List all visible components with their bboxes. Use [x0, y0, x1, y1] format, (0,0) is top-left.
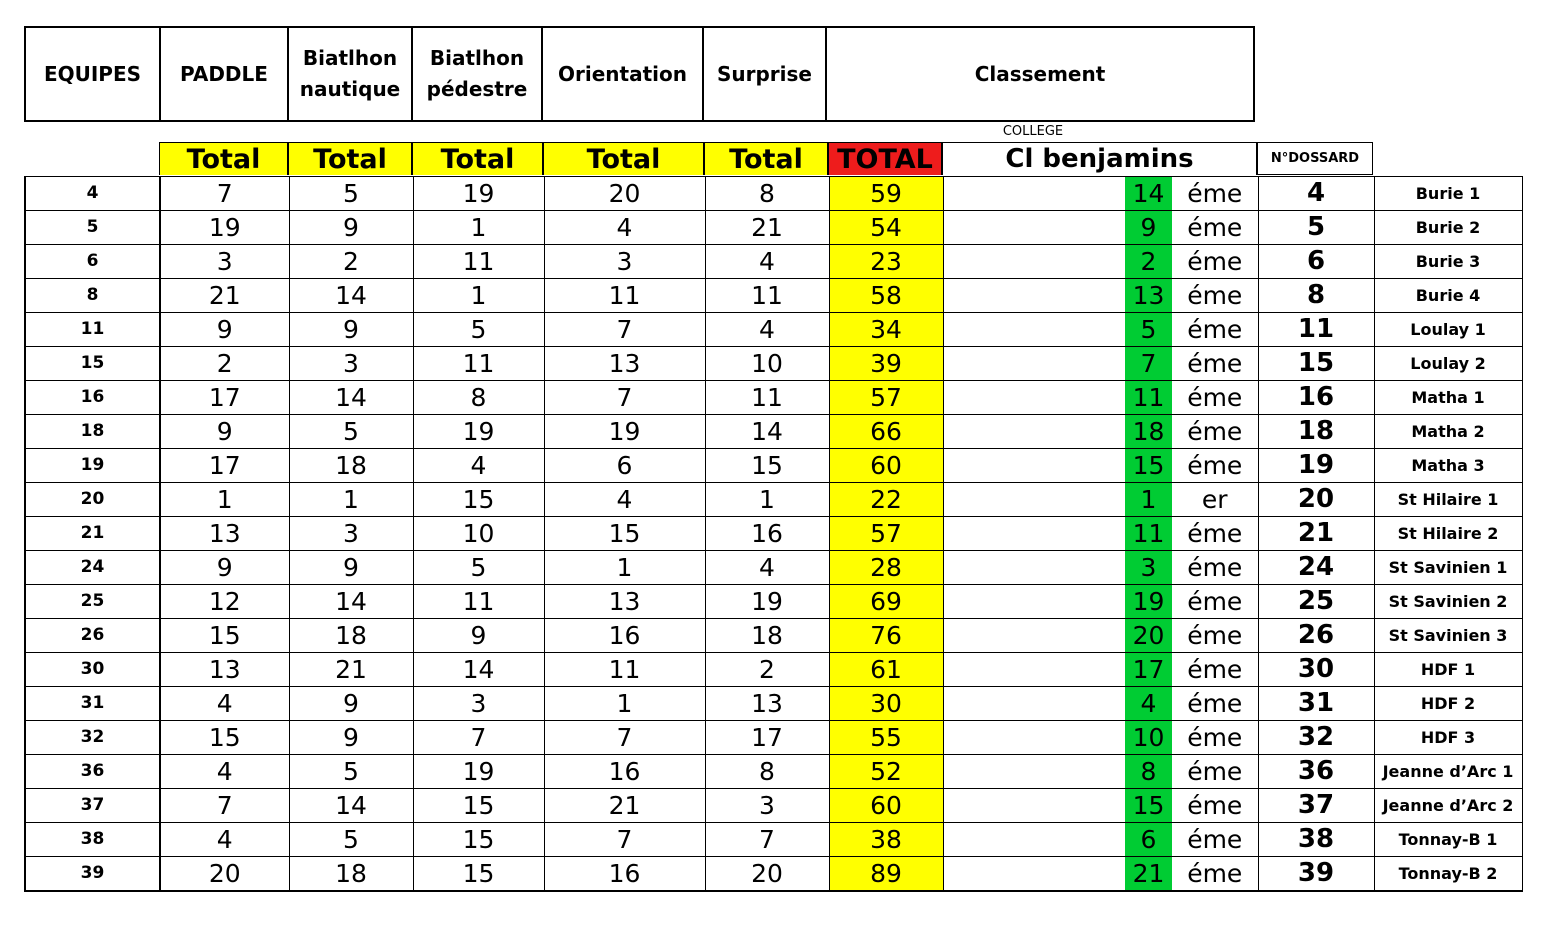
- pedestre-cell: 1: [413, 211, 544, 245]
- spacer-cell: [943, 483, 1125, 517]
- college-label: COLLEGE: [1002, 124, 1064, 139]
- results-table: [24, 176, 1523, 892]
- rank-cell: 9: [1125, 211, 1172, 245]
- rank-cell: 15: [1125, 449, 1172, 483]
- surprise-cell: 2: [705, 653, 829, 687]
- pedestre-cell: 11: [413, 347, 544, 381]
- total-cell: 59: [829, 177, 943, 211]
- team-name-cell: Matha 3: [1374, 449, 1522, 483]
- equipe-cell: 20: [25, 483, 160, 517]
- dossard-cell: 39: [1258, 857, 1374, 892]
- dossard-cell: 37: [1258, 789, 1374, 823]
- paddle-cell: 3: [160, 245, 289, 279]
- paddle-cell: 19: [160, 211, 289, 245]
- subheader-surprise-total: Total: [704, 142, 828, 175]
- equipe-cell: 25: [25, 585, 160, 619]
- orientation-cell: 16: [544, 755, 705, 789]
- equipe-cell: 21: [25, 517, 160, 551]
- total-cell: 69: [829, 585, 943, 619]
- rank-suffix-cell: éme: [1172, 857, 1258, 892]
- rank-suffix-cell: éme: [1172, 279, 1258, 313]
- table-row: [25, 551, 1522, 585]
- total-cell: 60: [829, 449, 943, 483]
- rank-suffix-cell: éme: [1172, 245, 1258, 279]
- rank-cell: 8: [1125, 755, 1172, 789]
- surprise-cell: 15: [705, 449, 829, 483]
- orientation-cell: 4: [544, 211, 705, 245]
- rank-suffix-cell: éme: [1172, 381, 1258, 415]
- surprise-cell: 10: [705, 347, 829, 381]
- surprise-cell: 3: [705, 789, 829, 823]
- paddle-cell: 17: [160, 449, 289, 483]
- paddle-cell: 9: [160, 551, 289, 585]
- surprise-cell: 13: [705, 687, 829, 721]
- header-surprise: Surprise: [703, 27, 826, 121]
- equipe-cell: 30: [25, 653, 160, 687]
- team-name-cell: Jeanne d’Arc 2: [1374, 789, 1522, 823]
- equipe-cell: 4: [25, 177, 160, 211]
- header-classement: Classement: [826, 27, 1254, 121]
- rank-cell: 2: [1125, 245, 1172, 279]
- rank-cell: 4: [1125, 687, 1172, 721]
- table-row: [25, 687, 1522, 721]
- team-name-cell: HDF 2: [1374, 687, 1522, 721]
- pedestre-cell: 11: [413, 585, 544, 619]
- team-name-cell: St Savinien 3: [1374, 619, 1522, 653]
- team-name-cell: Jeanne d’Arc 1: [1374, 755, 1522, 789]
- dossard-cell: 11: [1258, 313, 1374, 347]
- paddle-cell: 20: [160, 857, 289, 892]
- table-row: [25, 313, 1522, 347]
- equipe-cell: 19: [25, 449, 160, 483]
- header-biathlon-pedestre: Biatlhon pédestre: [412, 27, 542, 121]
- dossard-cell: 5: [1258, 211, 1374, 245]
- rank-cell: 7: [1125, 347, 1172, 381]
- total-cell: 54: [829, 211, 943, 245]
- dossard-cell: 32: [1258, 721, 1374, 755]
- table-row: [25, 449, 1522, 483]
- paddle-cell: 13: [160, 517, 289, 551]
- header-paddle: PADDLE: [160, 27, 288, 121]
- total-cell: 30: [829, 687, 943, 721]
- surprise-cell: 21: [705, 211, 829, 245]
- rank-cell: 6: [1125, 823, 1172, 857]
- table-row: [25, 483, 1522, 517]
- paddle-cell: 21: [160, 279, 289, 313]
- team-name-cell: St Savinien 2: [1374, 585, 1522, 619]
- subheader-grand-total: TOTAL: [828, 142, 942, 175]
- orientation-cell: 7: [544, 721, 705, 755]
- orientation-cell: 6: [544, 449, 705, 483]
- spacer-cell: [943, 755, 1125, 789]
- surprise-cell: 11: [705, 279, 829, 313]
- pedestre-cell: 1: [413, 279, 544, 313]
- equipe-cell: 5: [25, 211, 160, 245]
- team-name-cell: Burie 1: [1374, 177, 1522, 211]
- table-row: [25, 415, 1522, 449]
- spacer-cell: [943, 347, 1125, 381]
- equipe-cell: 38: [25, 823, 160, 857]
- equipe-cell: 36: [25, 755, 160, 789]
- orientation-cell: 16: [544, 857, 705, 892]
- nautique-cell: 9: [289, 313, 413, 347]
- equipe-cell: 26: [25, 619, 160, 653]
- total-cell: 57: [829, 517, 943, 551]
- rank-suffix-cell: éme: [1172, 211, 1258, 245]
- equipe-cell: 32: [25, 721, 160, 755]
- team-name-cell: Loulay 1: [1374, 313, 1522, 347]
- rank-suffix-cell: éme: [1172, 823, 1258, 857]
- paddle-cell: 4: [160, 755, 289, 789]
- team-name-cell: St Hilaire 2: [1374, 517, 1522, 551]
- paddle-cell: 17: [160, 381, 289, 415]
- pedestre-cell: 11: [413, 245, 544, 279]
- team-name-cell: Burie 4: [1374, 279, 1522, 313]
- orientation-cell: 7: [544, 823, 705, 857]
- dossard-cell: 38: [1258, 823, 1374, 857]
- dossard-cell: 20: [1258, 483, 1374, 517]
- rank-cell: 20: [1125, 619, 1172, 653]
- total-cell: 60: [829, 789, 943, 823]
- total-cell: 66: [829, 415, 943, 449]
- pedestre-cell: 15: [413, 483, 544, 517]
- nautique-cell: 14: [289, 279, 413, 313]
- spacer-cell: [943, 245, 1125, 279]
- nautique-cell: 9: [289, 211, 413, 245]
- rank-suffix-cell: éme: [1172, 313, 1258, 347]
- team-name-cell: Burie 2: [1374, 211, 1522, 245]
- equipe-cell: 31: [25, 687, 160, 721]
- equipe-cell: 18: [25, 415, 160, 449]
- nautique-cell: 2: [289, 245, 413, 279]
- spacer-cell: [943, 415, 1125, 449]
- paddle-cell: 7: [160, 177, 289, 211]
- orientation-cell: 13: [544, 347, 705, 381]
- pedestre-cell: 15: [413, 789, 544, 823]
- dossard-cell: 16: [1258, 381, 1374, 415]
- paddle-cell: 2: [160, 347, 289, 381]
- table-row: [25, 245, 1522, 279]
- spacer-cell: [943, 177, 1125, 211]
- dossard-cell: 21: [1258, 517, 1374, 551]
- surprise-cell: 4: [705, 551, 829, 585]
- rank-suffix-cell: éme: [1172, 415, 1258, 449]
- spacer-cell: [943, 619, 1125, 653]
- surprise-cell: 14: [705, 415, 829, 449]
- rank-suffix-cell: éme: [1172, 551, 1258, 585]
- rank-cell: 3: [1125, 551, 1172, 585]
- rank-cell: 10: [1125, 721, 1172, 755]
- spacer-cell: [943, 517, 1125, 551]
- dossard-cell: 6: [1258, 245, 1374, 279]
- paddle-cell: 12: [160, 585, 289, 619]
- dossard-cell: 36: [1258, 755, 1374, 789]
- total-cell: 55: [829, 721, 943, 755]
- surprise-cell: 17: [705, 721, 829, 755]
- spacer-cell: [943, 789, 1125, 823]
- table-row: [25, 381, 1522, 415]
- orientation-cell: 16: [544, 619, 705, 653]
- rank-cell: 13: [1125, 279, 1172, 313]
- dossard-cell: 8: [1258, 279, 1374, 313]
- rank-cell: 11: [1125, 517, 1172, 551]
- pedestre-cell: 14: [413, 653, 544, 687]
- total-cell: 39: [829, 347, 943, 381]
- surprise-cell: 18: [705, 619, 829, 653]
- total-cell: 22: [829, 483, 943, 517]
- total-cell: 28: [829, 551, 943, 585]
- rank-cell: 21: [1125, 857, 1172, 892]
- table-row: [25, 585, 1522, 619]
- nautique-cell: 9: [289, 551, 413, 585]
- equipe-cell: 8: [25, 279, 160, 313]
- table-row: [25, 517, 1522, 551]
- pedestre-cell: 19: [413, 755, 544, 789]
- header-orientation: Orientation: [542, 27, 703, 121]
- dossard-cell: 18: [1258, 415, 1374, 449]
- orientation-cell: 21: [544, 789, 705, 823]
- total-cell: 52: [829, 755, 943, 789]
- subheader-category: Cl benjamins: [942, 142, 1257, 175]
- paddle-cell: 15: [160, 721, 289, 755]
- pedestre-cell: 7: [413, 721, 544, 755]
- team-name-cell: Tonnay-B 2: [1374, 857, 1522, 892]
- surprise-cell: 19: [705, 585, 829, 619]
- nautique-cell: 3: [289, 347, 413, 381]
- table-row: [25, 211, 1522, 245]
- pedestre-cell: 19: [413, 415, 544, 449]
- nautique-cell: 18: [289, 857, 413, 892]
- nautique-cell: 21: [289, 653, 413, 687]
- surprise-cell: 7: [705, 823, 829, 857]
- nautique-cell: 1: [289, 483, 413, 517]
- nautique-cell: 14: [289, 789, 413, 823]
- rank-cell: 1: [1125, 483, 1172, 517]
- total-cell: 57: [829, 381, 943, 415]
- team-name-cell: Matha 1: [1374, 381, 1522, 415]
- orientation-cell: 19: [544, 415, 705, 449]
- paddle-cell: 9: [160, 313, 289, 347]
- orientation-cell: 1: [544, 687, 705, 721]
- total-cell: 23: [829, 245, 943, 279]
- nautique-cell: 18: [289, 449, 413, 483]
- orientation-cell: 11: [544, 279, 705, 313]
- column-header-table: [24, 26, 1255, 122]
- nautique-cell: 5: [289, 415, 413, 449]
- nautique-cell: 14: [289, 585, 413, 619]
- paddle-cell: 1: [160, 483, 289, 517]
- pedestre-cell: 19: [413, 177, 544, 211]
- pedestre-cell: 5: [413, 313, 544, 347]
- team-name-cell: HDF 1: [1374, 653, 1522, 687]
- spacer-cell: [943, 823, 1125, 857]
- total-cell: 38: [829, 823, 943, 857]
- dossard-cell: 30: [1258, 653, 1374, 687]
- orientation-cell: 7: [544, 381, 705, 415]
- nautique-cell: 18: [289, 619, 413, 653]
- pedestre-cell: 9: [413, 619, 544, 653]
- equipe-cell: 37: [25, 789, 160, 823]
- orientation-cell: 1: [544, 551, 705, 585]
- subheader-pedestre-total: Total: [412, 142, 543, 175]
- spacer-cell: [943, 313, 1125, 347]
- table-row: [25, 653, 1522, 687]
- spacer-cell: [943, 449, 1125, 483]
- subheader-dossard: N°DOSSARD: [1257, 142, 1373, 175]
- paddle-cell: 7: [160, 789, 289, 823]
- orientation-cell: 11: [544, 653, 705, 687]
- rank-suffix-cell: éme: [1172, 653, 1258, 687]
- table-row: [25, 755, 1522, 789]
- dossard-cell: 15: [1258, 347, 1374, 381]
- orientation-cell: 20: [544, 177, 705, 211]
- equipe-cell: 39: [25, 857, 160, 892]
- dossard-cell: 24: [1258, 551, 1374, 585]
- spacer-cell: [943, 551, 1125, 585]
- table-row: [25, 721, 1522, 755]
- team-name-cell: St Savinien 1: [1374, 551, 1522, 585]
- column-header-row: [25, 27, 1254, 121]
- total-cell: 76: [829, 619, 943, 653]
- spacer-cell: [943, 653, 1125, 687]
- rank-suffix-cell: éme: [1172, 449, 1258, 483]
- paddle-cell: 15: [160, 619, 289, 653]
- paddle-cell: 4: [160, 823, 289, 857]
- subheader-nautique-total: Total: [288, 142, 412, 175]
- orientation-cell: 15: [544, 517, 705, 551]
- rank-cell: 5: [1125, 313, 1172, 347]
- pedestre-cell: 8: [413, 381, 544, 415]
- orientation-cell: 7: [544, 313, 705, 347]
- pedestre-cell: 10: [413, 517, 544, 551]
- paddle-cell: 4: [160, 687, 289, 721]
- nautique-cell: 5: [289, 177, 413, 211]
- header-biathlon-nautique: Biatlhon nautique: [288, 27, 412, 121]
- surprise-cell: 8: [705, 755, 829, 789]
- surprise-cell: 11: [705, 381, 829, 415]
- nautique-cell: 14: [289, 381, 413, 415]
- paddle-cell: 13: [160, 653, 289, 687]
- spacer-cell: [943, 857, 1125, 892]
- equipe-cell: 15: [25, 347, 160, 381]
- total-cell: 89: [829, 857, 943, 892]
- team-name-cell: HDF 3: [1374, 721, 1522, 755]
- spacer-cell: [943, 585, 1125, 619]
- rank-suffix-cell: éme: [1172, 517, 1258, 551]
- spacer-cell: [943, 381, 1125, 415]
- rank-suffix-cell: éme: [1172, 687, 1258, 721]
- rank-cell: 17: [1125, 653, 1172, 687]
- dossard-cell: 26: [1258, 619, 1374, 653]
- table-row: [25, 347, 1522, 381]
- equipe-cell: 16: [25, 381, 160, 415]
- equipe-cell: 6: [25, 245, 160, 279]
- dossard-cell: 31: [1258, 687, 1374, 721]
- orientation-cell: 3: [544, 245, 705, 279]
- nautique-cell: 5: [289, 823, 413, 857]
- rank-suffix-cell: éme: [1172, 721, 1258, 755]
- surprise-cell: 20: [705, 857, 829, 892]
- surprise-cell: 8: [705, 177, 829, 211]
- total-cell: 34: [829, 313, 943, 347]
- team-name-cell: Matha 2: [1374, 415, 1522, 449]
- orientation-cell: 4: [544, 483, 705, 517]
- spacer-cell: [943, 279, 1125, 313]
- dossard-cell: 19: [1258, 449, 1374, 483]
- team-name-cell: Loulay 2: [1374, 347, 1522, 381]
- spacer-cell: [943, 687, 1125, 721]
- surprise-cell: 16: [705, 517, 829, 551]
- nautique-cell: 3: [289, 517, 413, 551]
- rank-cell: 14: [1125, 177, 1172, 211]
- table-row: [25, 619, 1522, 653]
- rank-suffix-cell: éme: [1172, 347, 1258, 381]
- pedestre-cell: 15: [413, 857, 544, 892]
- pedestre-cell: 4: [413, 449, 544, 483]
- spacer-cell: [943, 211, 1125, 245]
- table-row: [25, 789, 1522, 823]
- table-row: [25, 279, 1522, 313]
- rank-suffix-cell: éme: [1172, 177, 1258, 211]
- rank-suffix-cell: éme: [1172, 619, 1258, 653]
- team-name-cell: Burie 3: [1374, 245, 1522, 279]
- paddle-cell: 9: [160, 415, 289, 449]
- table-row: [25, 857, 1522, 892]
- rank-suffix-cell: éme: [1172, 755, 1258, 789]
- rank-cell: 19: [1125, 585, 1172, 619]
- rank-suffix-cell: éme: [1172, 789, 1258, 823]
- spacer-cell: [943, 721, 1125, 755]
- surprise-cell: 4: [705, 245, 829, 279]
- equipe-cell: 24: [25, 551, 160, 585]
- surprise-cell: 4: [705, 313, 829, 347]
- surprise-cell: 1: [705, 483, 829, 517]
- nautique-cell: 5: [289, 755, 413, 789]
- rank-cell: 18: [1125, 415, 1172, 449]
- dossard-cell: 25: [1258, 585, 1374, 619]
- subheader-paddle-total: Total: [159, 142, 288, 175]
- pedestre-cell: 3: [413, 687, 544, 721]
- total-cell: 58: [829, 279, 943, 313]
- table-row: [25, 823, 1522, 857]
- rank-suffix-cell: er: [1172, 483, 1258, 517]
- team-name-cell: St Hilaire 1: [1374, 483, 1522, 517]
- pedestre-cell: 15: [413, 823, 544, 857]
- dossard-cell: 4: [1258, 177, 1374, 211]
- nautique-cell: 9: [289, 687, 413, 721]
- rank-suffix-cell: éme: [1172, 585, 1258, 619]
- rank-cell: 11: [1125, 381, 1172, 415]
- team-name-cell: Tonnay-B 1: [1374, 823, 1522, 857]
- rank-cell: 15: [1125, 789, 1172, 823]
- table-row: [25, 177, 1522, 211]
- equipe-cell: 11: [25, 313, 160, 347]
- nautique-cell: 9: [289, 721, 413, 755]
- subheader-orientation-total: Total: [543, 142, 704, 175]
- total-cell: 61: [829, 653, 943, 687]
- header-equipes: EQUIPES: [25, 27, 160, 121]
- pedestre-cell: 5: [413, 551, 544, 585]
- orientation-cell: 13: [544, 585, 705, 619]
